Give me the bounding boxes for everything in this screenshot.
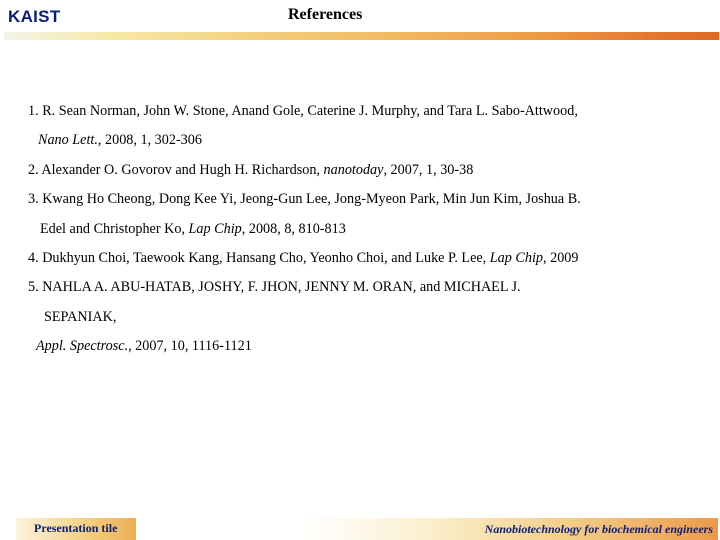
reference-authors: Dukhyun Choi, Taewook Kang, Hansang Cho, Yeonho Choi, and Luke P. Lee, <box>42 250 490 267</box>
footer-right-text: Nanobiotechnology for biochemical engineers <box>484 522 713 536</box>
reference-authors: Alexander O. Govorov and Hugh H. Richardson, <box>41 161 324 178</box>
reference-1 <box>28 97 708 126</box>
reference-journal: Lap Chip <box>489 250 543 267</box>
reference-journal: Appl. Spectrosc. <box>36 338 129 355</box>
reference-2 <box>28 156 708 185</box>
reference-authors: Kwang Ho Cheong, Dong Kee Yi, Jeong-Gun Lee, Jong-Myeon Park, Min Jun Kim, Joshua B. <box>42 191 581 208</box>
reference-3-continued <box>28 215 708 244</box>
reference-authors-continued: SEPANIAK, <box>44 308 117 325</box>
reference-details: , 2007, 1, 30-38 <box>383 161 474 178</box>
reference-number: 4. <box>28 250 39 267</box>
reference-authors-continued: Edel and Christopher Ko, <box>40 220 189 237</box>
reference-journal: Lap Chip <box>188 220 242 237</box>
reference-details: , 2009 <box>543 250 579 267</box>
reference-1-continued <box>28 126 708 155</box>
reference-details: , 2008, 1, 302-306 <box>97 132 202 149</box>
reference-number: 1. <box>28 103 39 119</box>
kaist-logo: KAIST <box>8 7 61 26</box>
page-title: References <box>288 6 363 23</box>
reference-list <box>28 97 708 362</box>
reference-details: , 2007, 10, 1116-1121 <box>128 338 252 355</box>
reference-5-continued <box>28 303 708 332</box>
reference-4 <box>28 244 708 273</box>
reference-number: 3. <box>28 191 39 208</box>
header-gradient-bar <box>4 32 719 40</box>
reference-number: 2. <box>28 161 39 178</box>
reference-authors: R. Sean Norman, John W. Stone, Anand Gole, Caterine J. Murphy, and Tara L. Sabo-Attwood, <box>42 103 578 119</box>
reference-authors: NAHLA A. ABU-HATAB, JOSHY, F. JHON, JENNY M. ORAN, and MICHAEL J. <box>42 279 521 296</box>
reference-journal: Nano Lett. <box>38 132 98 149</box>
reference-5-source <box>28 332 708 361</box>
reference-3 <box>28 185 708 214</box>
footer-left-text: Presentation tile <box>34 521 118 535</box>
reference-5 <box>28 273 708 302</box>
reference-number: 5. <box>28 279 39 296</box>
reference-journal: nanotoday <box>323 161 384 178</box>
reference-details: , 2008, 8, 810-813 <box>241 220 346 237</box>
